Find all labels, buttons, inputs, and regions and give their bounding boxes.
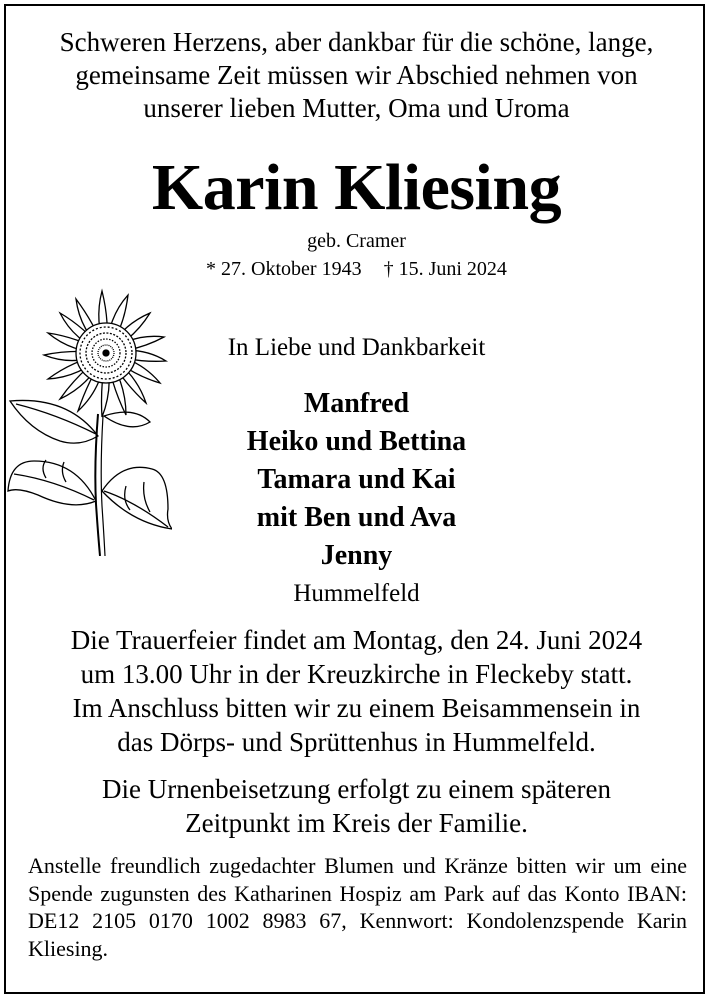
mourners-list [200,385,513,575]
maiden-name: geb. Cramer [307,230,406,252]
birth-date: * 27. Oktober 1943 [206,258,362,280]
place: Hummelfeld [293,580,420,607]
mourner-name: mit Ben und Ava [256,502,457,533]
greeting: In Liebe und Dankbarkeit [227,334,486,361]
donation-request: Anstelle freundlich zugedachter Blumen und Kränze bitten wir um eine Spende zugunsten des Katharinen Hospiz am Park auf das Konto IBAN: DE12 2105 0170 1002 8983 67, Kennwort: Kondolenzspende Karin Kliesing. [28,853,687,961]
life-dates [0,256,713,282]
urn-line: Zeitpunkt im Kreis der Familie. [185,808,528,838]
mourner-name: Manfred [303,388,410,419]
mourner-name: Jenny [320,540,393,571]
service-line: das Dörps- und Sprüttenhus in Hummelfeld. [117,727,596,757]
sunflower-drawing [6,286,172,556]
service-details [0,623,713,759]
intro-line: unserer lieben Mutter, Oma und Uroma [143,93,570,123]
intro-line: Schweren Herzens, aber dankbar für die schöne, lange, [59,27,654,57]
urn-line: Die Urnenbeisetzung erfolgt zu einem späteren [101,774,612,804]
mourner-name: Tamara und Kai [257,464,456,495]
intro-line: gemeinsame Zeit müssen wir Abschied nehmen von [75,60,638,90]
intro-text [0,26,713,125]
service-line: Die Trauerfeier findet am Montag, den 24. Juni 2024 [70,625,643,655]
death-date: † 15. Juni 2024 [383,258,507,280]
mourner-name: Heiko und Bettina [246,426,467,457]
service-line: um 13.00 Uhr in der Kreuzkirche in Fleckeby statt. [80,659,633,689]
deceased-name: Karin Kliesing [151,151,562,224]
service-line: Im Anschluss bitten wir zu einem Beisammensein in [72,693,641,723]
urn-burial [0,772,713,840]
